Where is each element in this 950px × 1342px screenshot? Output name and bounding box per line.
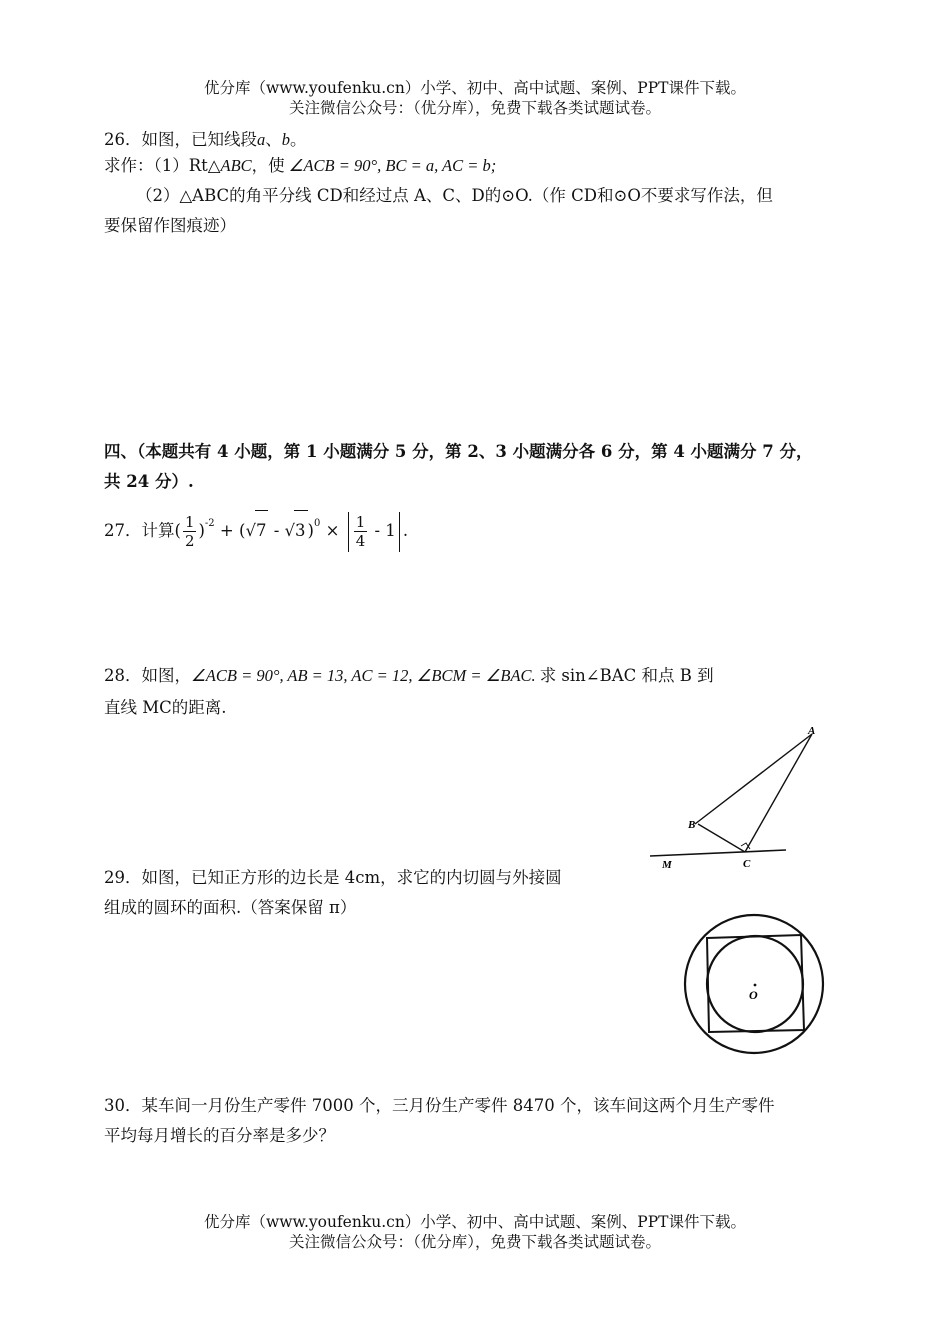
header-line-1: 优分库（www.youfenku.cn）小学、初中、高中试题、案例、PPT课件下载。: [203, 79, 747, 97]
label-b: B: [688, 819, 696, 831]
q27-abs-right: [399, 512, 400, 552]
q26-line-3: （2）△ABC的角平分线 CD和经过点 A、C、D的⊙O.（作 CD和⊙O不要求写作法，但: [136, 186, 773, 205]
q26-sep: 、: [265, 130, 282, 149]
q26-abc: ABC: [220, 156, 252, 175]
q26-b: b: [281, 130, 290, 149]
footer-line-1: 优分库（www.youfenku.cn）小学、初中、高中试题、案例、PPT课件下载。: [203, 1213, 747, 1231]
header-line-2: 关注微信公众号：（优分库），免费下载各类试题试卷。: [288, 99, 661, 117]
q27-sqrt7: 7: [255, 510, 269, 551]
q29-line-2: 组成的圆环的面积.（答案保留 π）: [104, 898, 357, 917]
q27-exponent-zero: 0: [313, 518, 321, 529]
q27-plus: + (: [214, 521, 246, 540]
q28-line-1: [104, 664, 714, 688]
q27-times: ×: [320, 521, 345, 540]
q30-line-2: 平均每月增长的百分率是多少？: [104, 1126, 335, 1145]
segment-bc: [698, 824, 745, 852]
q27-exponent-neg2: -2: [204, 518, 215, 529]
section-4-heading-line-2: 共 24 分）.: [104, 472, 194, 491]
q29-circle-square-figure: [680, 910, 828, 1058]
q27-sqrt3: 3: [294, 510, 308, 551]
q28-condition: ∠ACB = 90°, AB = 13, AC = 12, ∠BCM = ∠BAC.: [191, 666, 536, 685]
line-mc: [650, 850, 786, 856]
q26-condition: ∠ACB = 90°, BC = a, AC = b;: [288, 156, 497, 175]
section-4-heading-line-1: 四、（本题共有 4 小题，第 1 小题满分 5 分，第 2、3 小题满分各 6 分，第 4 小题满分 7 分，: [104, 442, 813, 461]
q26-task-1-mid: ，使: [251, 156, 285, 175]
q29-line-1: 29．如图，已知正方形的边长是 4cm，求它的内切圆与外接圆: [104, 868, 562, 887]
q27-minus: -: [268, 521, 285, 540]
label-c: C: [743, 858, 751, 870]
q27-expression: 27．计算( $\frac{1}{2}$ )$^{-2}$ + (√7 - √3 )$^0$ × $\frac{1}{4}$ - 1 .: [104, 504, 408, 552]
footer-line-2: 关注微信公众号：（优分库），免费下载各类试题试卷。: [288, 1233, 661, 1251]
q27-prefix: 27．计算: [104, 521, 175, 540]
q26-line-4: 要保留作图痕迹）: [104, 216, 236, 235]
label-a: A: [808, 725, 816, 737]
q27-minus-one: - 1: [369, 521, 396, 540]
q26-end: 。: [290, 130, 307, 149]
segment-ab: [695, 734, 812, 824]
label-o: O: [749, 988, 758, 1002]
q30-line-1: 30．某车间一月份生产零件 7000 个，三月份生产零件 8470 个，该车间这两个月生产零件: [104, 1096, 775, 1115]
q26-intro: 26．如图，已知线段: [104, 130, 257, 149]
q26-line-1: [104, 128, 307, 152]
q28-prefix: 28．如图，: [104, 666, 191, 685]
q28-triangle-figure: [640, 722, 816, 872]
q27-abs-left: [348, 512, 349, 552]
center-point: [754, 984, 757, 987]
q27-period: .: [402, 521, 409, 540]
q28-line-2: 直线 MC的距离.: [104, 698, 227, 717]
label-m: M: [662, 859, 672, 871]
q26-line-2: [104, 154, 496, 178]
q26-task-1-prefix: 求作：（1）Rt△: [104, 156, 221, 175]
segment-ac: [745, 734, 812, 852]
q26-a: a: [257, 130, 266, 149]
q27-half-fraction: $\frac{1}{2}$: [184, 513, 195, 550]
q28-ask: 求 sin∠BAC 和点 B 到: [539, 666, 714, 685]
q27-quarter-fraction: $\frac{1}{4}$: [355, 513, 366, 550]
